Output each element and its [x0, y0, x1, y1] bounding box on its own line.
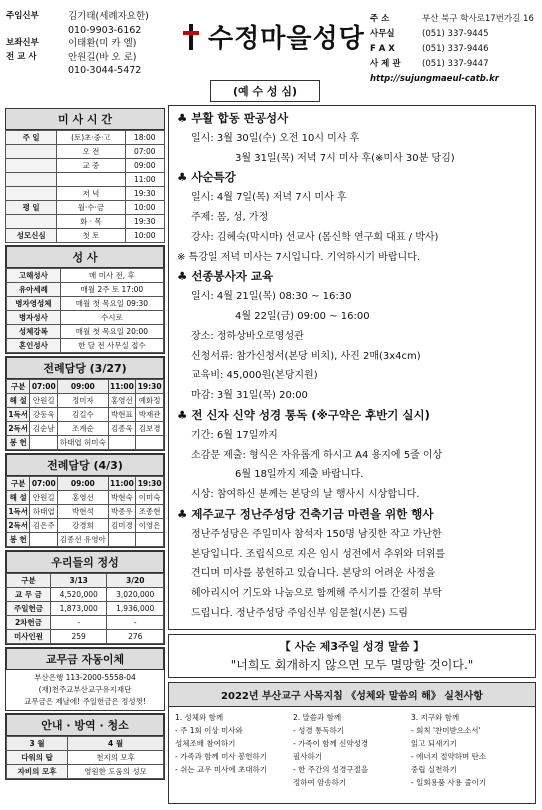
table-cell: 자비의 모후: [7, 765, 68, 779]
guideline-column: [175, 711, 293, 789]
guide-section: [5, 713, 165, 780]
table-cell: 276: [107, 630, 164, 644]
guideline-item: 필사하기: [293, 752, 322, 761]
table-row: [7, 394, 164, 408]
table-cell: 첫 토: [57, 229, 125, 243]
table-cell: 김종선 유영아: [58, 533, 108, 547]
table-cell: 고해성사: [7, 269, 61, 283]
table-cell: 예화정: [136, 394, 164, 408]
table-row: [7, 325, 164, 339]
table-cell: 다워의 탑: [7, 751, 68, 765]
spacer: [6, 24, 68, 38]
table-row: [6, 229, 165, 243]
table-cell: 1,873,000: [50, 602, 107, 616]
table-cell: [30, 533, 58, 547]
contact-row: [370, 42, 534, 57]
left-column: [5, 108, 165, 780]
table-cell: 3,020,000: [107, 588, 164, 602]
table-header-row: [7, 737, 164, 751]
auto-transfer-section: [5, 647, 165, 711]
table-row: [7, 751, 164, 765]
staff-phone-row: [6, 64, 176, 78]
header-cell: 11:00: [108, 477, 136, 491]
table-cell: [6, 145, 57, 159]
table-cell: 07:00: [125, 145, 164, 159]
table-cell: 이영은: [136, 519, 164, 533]
parish-title: [180, 18, 365, 55]
table-cell: 김길수: [58, 408, 108, 422]
table-row: [7, 311, 164, 325]
table-cell: 김보경: [136, 422, 164, 436]
guideline-item: 성체조배 참여하기: [175, 739, 236, 748]
table-row: [7, 408, 164, 422]
header-cell: 3/13: [50, 574, 107, 588]
table-cell: 하태엽 허미숙: [58, 436, 108, 450]
header-cell: 3/20: [107, 574, 164, 588]
table-cell: 박재관: [136, 408, 164, 422]
staff-row: [6, 37, 176, 51]
table-cell: 1독서: [7, 505, 30, 519]
table-cell: [6, 187, 57, 201]
header-cell: 07:00: [30, 477, 58, 491]
guideline-item: - 가족이 함께 신약성경: [293, 739, 369, 748]
church-logo-icon: [180, 22, 202, 52]
table-cell: [6, 159, 57, 173]
guideline-item: - 성경 통독하기: [293, 726, 344, 735]
section-title: 우리들의 정성: [6, 551, 164, 573]
guideline-item: - 쉬는 교우 미사에 초대하기: [175, 765, 267, 774]
contact-value: (051) 337-9447: [422, 59, 489, 69]
table-cell: 성체강복: [7, 325, 61, 339]
table-cell: 김종욱: [108, 422, 136, 436]
table-cell: 홍영선: [58, 491, 108, 505]
notice-line: 교육비: 45,000원(본당지원): [191, 370, 318, 382]
staff-name: 김기태(세례자요한): [68, 11, 149, 22]
notice-line: 일시: 4월 7일(목) 저녁 7시 미사 후: [191, 192, 347, 204]
notice-line: 6월 18일까지 제출 바랍니다.: [235, 469, 364, 481]
notice-line: 드립니다. 정난주성당 주임신부 임문철(시몬) 드림: [191, 607, 408, 619]
contact-row: [370, 57, 534, 72]
notice-line: 본당입니다. 조립식으로 지은 임시 성전에서 추위와 더위를: [191, 548, 446, 560]
table-row: [7, 765, 164, 779]
notice-heading: ♣ 사순특강: [177, 170, 236, 185]
contact-value: 부산 북구 학사로17번가길 16: [422, 14, 534, 24]
table-row: [7, 533, 164, 547]
table-cell: 김미경: [108, 519, 136, 533]
staff-phone-row: [6, 24, 176, 38]
table-row: [7, 436, 164, 450]
table-cell: 안원길: [30, 394, 58, 408]
table-row: [7, 588, 164, 602]
table-cell: 강동욱: [30, 408, 58, 422]
guideline-item: - 주 1회 이상 미사와: [175, 726, 243, 735]
guidelines-title: 2022년 부산교구 사목지침 《성체와 말씀의 해》 실천사항: [169, 683, 535, 707]
table-cell: 박현석: [58, 505, 108, 519]
notice-line: 헤아리시어 기도와 나눔으로 함께해 주시기를 간절히 부탁: [191, 588, 442, 600]
table-cell: 18:00: [125, 131, 164, 145]
notice-line: 3월 31일(목) 저녁 7시 미사 후(※미사 30분 당김): [235, 152, 455, 164]
notice-heading: ♣ 전 신자 신약 성경 통독 (※구약은 후반기 실시): [177, 407, 430, 422]
notice-line: 시상: 참여하신 분께는 본당의 날 행사시 시상합니다.: [191, 489, 420, 501]
staff-role: 전 교 사: [6, 51, 37, 62]
table-row: [6, 215, 165, 229]
guideline-item: - 한 주간의 성경구절을: [293, 765, 369, 774]
table-cell: 성모신심: [6, 229, 57, 243]
section-title: 성 사: [6, 246, 164, 268]
table-cell: -: [107, 616, 164, 630]
guideline-item: 3. 지구와 함께: [411, 713, 460, 722]
guideline-item: - 가족과 함께 미사 봉헌하기: [175, 752, 267, 761]
header-contact: [370, 12, 534, 87]
table-cell: 박현숙: [108, 491, 136, 505]
liturgical-season: (예 수 성 심): [210, 80, 320, 102]
table-row: [6, 131, 165, 145]
table-cell: 봉 헌: [7, 436, 30, 450]
table-cell: 주 일: [6, 131, 57, 145]
notice-line: 정난주성당은 주일미사 참석자 150명 남짓한 작고 가난한: [191, 528, 442, 540]
notice-line: 주제: 몸, 성, 가정: [191, 211, 269, 223]
guide-table: [6, 736, 164, 779]
offering-section: [5, 550, 165, 645]
verse-text: "너희도 회개하지 않으면 모두 멸망할 것이다.": [230, 658, 474, 672]
table-cell: 박현표: [108, 408, 136, 422]
notice-line: ※ 특강일 저녁 미사는 7시입니다. 기억하시기 바랍니다.: [177, 251, 421, 263]
pastoral-guidelines: [168, 682, 536, 804]
contact-label: 사 제 관: [370, 59, 401, 69]
contact-label: F A X: [370, 44, 395, 54]
transfer-line: 부산은행 113-2000-5558-04: [34, 673, 136, 682]
notice-line: 장소: 정하상바오로영성관: [191, 330, 304, 342]
contact-label: 주 소: [370, 14, 390, 24]
header-cell: 구분: [7, 380, 30, 394]
staff-role: 주임신부: [6, 11, 39, 21]
sacraments-table: [6, 268, 164, 353]
staff-name: 이태환(미 카 엘): [68, 38, 137, 49]
table-cell: 안원길: [30, 491, 58, 505]
scripture-verse: [168, 634, 536, 678]
transfer-line: 교무금은 제날에! 주일헌금은 정성껏!: [24, 697, 146, 706]
table-cell: 박종우: [108, 505, 136, 519]
header-cell: 구분: [7, 574, 51, 588]
header-cell: 07:00: [30, 380, 58, 394]
notice-line: 4월 22일(금) 09:00 ~ 16:00: [235, 310, 370, 322]
staff-row: [6, 51, 176, 65]
table-cell: 하태엽: [30, 505, 58, 519]
table-cell: 19:30: [125, 215, 164, 229]
table-row: [7, 491, 164, 505]
table-cell: 봉 헌: [7, 533, 30, 547]
table-cell: [6, 173, 57, 187]
sacraments-section: [5, 245, 165, 354]
notice-line: 강사: 김혜숙(막시마) 선교사 (몸신학 연구회 대표 / 박사): [191, 231, 439, 243]
header-cell: 09:00: [58, 477, 108, 491]
table-row: [6, 187, 165, 201]
website-link[interactable]: http://sujungmaeul-catb.kr: [370, 74, 499, 84]
header-cell: 3 월: [7, 737, 68, 751]
table-row: [6, 173, 165, 187]
transfer-line: (재)천주교부산교구유지재단: [38, 685, 132, 694]
table-cell: 주일헌금: [7, 602, 51, 616]
table-cell: 매월 2주 토 17:00: [60, 283, 163, 297]
notice-heading: ♣ 제주교구 정난주성당 건축기금 마련을 위한 행사: [177, 506, 434, 521]
servers-section-2: [5, 453, 165, 548]
table-cell: 김순남: [30, 422, 58, 436]
guideline-item: - 회칙 '찬미받으소서': [411, 726, 481, 735]
contact-row: [370, 12, 534, 27]
table-cell: 김은주: [30, 519, 58, 533]
table-cell: 해 설: [7, 491, 30, 505]
staff-phone: 010-9903-6162: [68, 24, 142, 36]
table-row: [7, 339, 164, 353]
table-cell: [6, 215, 57, 229]
table-cell: 이미숙: [136, 491, 164, 505]
guideline-item: - 일회용품 사용 줄이기: [411, 778, 487, 787]
table-cell: 한 달 전 사무실 접수: [60, 339, 163, 353]
spacer: [6, 64, 68, 78]
table-cell: [108, 436, 136, 450]
notice-line: 일시: 3월 30일(수) 오전 10시 미사 후: [191, 132, 360, 144]
contact-label: 사무실: [370, 29, 395, 39]
table-cell: 교 무 금: [7, 588, 51, 602]
notice-line: 기간: 6월 17일까지: [191, 429, 278, 441]
table-cell: 홍영선: [108, 394, 136, 408]
table-row: [6, 159, 165, 173]
table-row: [6, 145, 165, 159]
table-cell: 교 중: [57, 159, 125, 173]
contact-value: (051) 337-9445: [422, 29, 489, 39]
guideline-item: - 에너지 절약하며 탄소: [411, 752, 487, 761]
table-cell: [57, 173, 125, 187]
table-cell: [30, 436, 58, 450]
section-title: 안내 · 방역 · 청소: [6, 714, 164, 736]
table-cell: 11:00: [125, 173, 164, 187]
guideline-column: [293, 711, 411, 789]
guideline-item: 읽고 되새기기: [411, 739, 457, 748]
table-cell: 오 전: [57, 145, 125, 159]
table-row: [7, 616, 164, 630]
servers-table: [6, 476, 164, 547]
contact-value: (051) 337-9446: [422, 44, 489, 54]
table-cell: 정미자: [58, 394, 108, 408]
section-title: 전례담당 (4/3): [6, 454, 164, 476]
table-header-row: [7, 574, 164, 588]
staff-phone: 010-3044-5472: [68, 65, 142, 76]
table-cell: 병자성사: [7, 311, 61, 325]
table-cell: 09:00: [125, 159, 164, 173]
table-cell: 1독서: [7, 408, 30, 422]
table-row: [7, 630, 164, 644]
table-row: [7, 422, 164, 436]
table-cell: 조계순: [58, 422, 108, 436]
table-cell: 유아세례: [7, 283, 61, 297]
table-row: [7, 519, 164, 533]
table-cell: 해 설: [7, 394, 30, 408]
table-cell: 혼인성사: [7, 339, 61, 353]
table-cell: 10:00: [125, 201, 164, 215]
table-cell: 천지의 모후: [68, 751, 164, 765]
verse-title: 【 사순 제3주일 성경 말씀 】: [279, 640, 425, 653]
table-cell: [108, 533, 136, 547]
table-cell: 19:30: [125, 187, 164, 201]
guideline-item: 중립 실천하기: [411, 765, 457, 774]
table-cell: 저 녁: [57, 187, 125, 201]
table-cell: (토)초·중·고: [57, 131, 125, 145]
staff-name: 안원길(바 오 로): [68, 51, 137, 63]
mass-times-section: [5, 108, 165, 243]
table-cell: 화 · 목: [57, 215, 125, 229]
section-title: 미 사 시 간: [5, 108, 165, 130]
table-cell: [136, 533, 164, 547]
guideline-item: 2. 말씀과 함께: [293, 713, 342, 722]
notice-line: 마감: 3월 31일(목) 20:00: [191, 390, 308, 402]
guideline-item: 1. 성체와 함께: [175, 713, 224, 722]
contact-row: [370, 27, 534, 42]
header-cell: 4 월: [68, 737, 164, 751]
table-row: [7, 602, 164, 616]
table-cell: 10:00: [125, 229, 164, 243]
header-cell: 구분: [7, 477, 30, 491]
section-title: 교무금 자동이체: [6, 648, 164, 670]
table-cell: 259: [50, 630, 107, 644]
table-row: [7, 505, 164, 519]
staff-row: [6, 10, 176, 24]
table-cell: 1,936,000: [107, 602, 164, 616]
notice-line: 일시: 4월 21일(목) 08:30 ~ 16:30: [191, 291, 352, 303]
table-cell: 평 일: [6, 201, 57, 215]
table-cell: 수시로: [60, 311, 163, 325]
mass-times-table: [5, 130, 165, 243]
table-cell: 매월 첫 목요일 20:00: [60, 325, 163, 339]
notices-panel: [168, 105, 536, 630]
table-header-row: [7, 380, 164, 394]
table-cell: 2독서: [7, 422, 30, 436]
table-cell: -: [50, 616, 107, 630]
table-cell: 2차헌금: [7, 616, 51, 630]
staff-role: 보좌신부: [6, 38, 39, 48]
section-title: 전례담당 (3/27): [6, 357, 164, 379]
guideline-item: 정하여 암송하기: [293, 778, 347, 787]
servers-table: [6, 379, 164, 450]
table-cell: 매 미사 전, 후: [60, 269, 163, 283]
table-cell: 조종현: [136, 505, 164, 519]
header-cell: 19:30: [136, 477, 164, 491]
guideline-column: [411, 711, 529, 789]
header-people: [6, 10, 176, 78]
table-cell: 강경희: [58, 519, 108, 533]
table-row: [7, 283, 164, 297]
table-cell: 2독서: [7, 519, 30, 533]
table-cell: 영원한 도움의 성모: [68, 765, 164, 779]
table-header-row: [7, 477, 164, 491]
table-cell: [136, 436, 164, 450]
header-cell: 19:30: [136, 380, 164, 394]
notice-heading: ♣ 부활 합동 판공성사: [177, 111, 289, 125]
notice-heading: ♣ 선종봉사자 교육: [177, 269, 274, 284]
table-cell: 월·수·금: [57, 201, 125, 215]
table-cell: 미사인원: [7, 630, 51, 644]
table-row: [6, 201, 165, 215]
notice-line: 소감문 제출: 형식은 자유롭게 하시고 A4 용지에 5줄 이상: [191, 449, 443, 461]
header-cell: 11:00: [108, 380, 136, 394]
table-cell: 매월 첫 목요일 09:30: [60, 297, 163, 311]
notice-line: 신청서류: 참가신청서(본당 비치), 사진 2매(3x4cm): [191, 350, 421, 362]
servers-section-1: [5, 356, 165, 451]
table-row: [7, 269, 164, 283]
notice-line: 견디며 미사를 봉헌하고 있습니다. 본당의 어려운 사정을: [191, 568, 436, 580]
offering-table: [6, 573, 164, 644]
table-row: [7, 297, 164, 311]
table-cell: 4,520,000: [50, 588, 107, 602]
table-cell: 병자영성체: [7, 297, 61, 311]
parish-name: 수정마을성당: [208, 24, 365, 54]
header-cell: 09:00: [58, 380, 108, 394]
